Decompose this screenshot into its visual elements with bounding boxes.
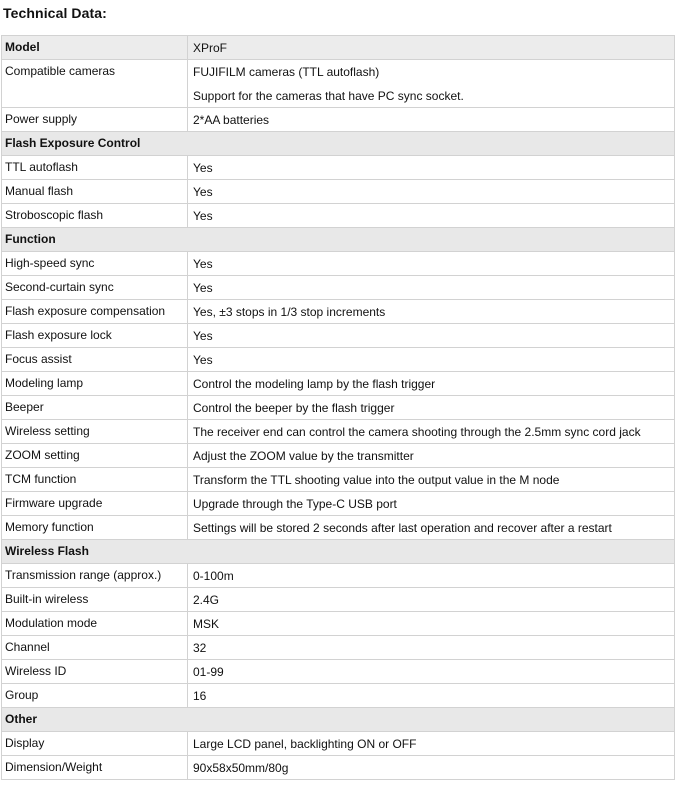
spec-label: Power supply — [2, 108, 188, 132]
spec-value-cell — [188, 276, 675, 300]
spec-value-cell — [188, 60, 675, 108]
spec-row — [2, 612, 675, 636]
spec-row — [2, 420, 675, 444]
spec-label: Transmission range (approx.) — [2, 564, 188, 588]
spec-value: Yes — [193, 281, 213, 295]
spec-row — [2, 636, 675, 660]
spec-row — [2, 252, 675, 276]
spec-value: FUJIFILM cameras (TTL autoflash) — [193, 65, 380, 79]
spec-label: Model — [2, 36, 188, 60]
spec-label: Built-in wireless — [2, 588, 188, 612]
spec-value-cell — [188, 252, 675, 276]
spec-value: Support for the cameras that have PC sync socket. — [193, 89, 464, 103]
spec-value: XProF — [193, 41, 228, 55]
spec-value: Yes — [193, 185, 213, 199]
spec-row — [2, 660, 675, 684]
spec-value-cell — [188, 468, 675, 492]
spec-row — [2, 732, 675, 756]
technical-data-table — [1, 35, 675, 780]
section-header-row — [2, 708, 675, 732]
spec-row — [2, 324, 675, 348]
spec-value-cell — [188, 156, 675, 180]
spec-value-cell — [188, 348, 675, 372]
spec-value: 32 — [193, 641, 207, 655]
spec-value-cell — [188, 636, 675, 660]
page-title: Technical Data: — [3, 5, 107, 21]
spec-value-cell — [188, 660, 675, 684]
spec-value: Transform the TTL shooting value into the output value in the M node — [193, 473, 560, 487]
spec-row — [2, 300, 675, 324]
spec-label: Stroboscopic flash — [2, 204, 188, 228]
spec-label: Dimension/Weight — [2, 756, 188, 780]
spec-value: 0-100m — [193, 569, 234, 583]
spec-row — [2, 492, 675, 516]
spec-value: MSK — [193, 617, 220, 631]
spec-value: Large LCD panel, backlighting ON or OFF — [193, 737, 417, 751]
spec-row — [2, 36, 675, 60]
spec-value: 16 — [193, 689, 207, 703]
spec-row — [2, 684, 675, 708]
spec-value: Yes — [193, 161, 213, 175]
spec-value-cell — [188, 372, 675, 396]
spec-value-cell — [188, 492, 675, 516]
section-header-row — [2, 540, 675, 564]
spec-row — [2, 756, 675, 780]
spec-row — [2, 468, 675, 492]
spec-value: Yes, ±3 stops in 1/3 stop increments — [193, 305, 386, 319]
spec-value: 01-99 — [193, 665, 224, 679]
spec-value-cell — [188, 684, 675, 708]
spec-value-cell — [188, 420, 675, 444]
spec-value: Yes — [193, 209, 213, 223]
spec-label: Channel — [2, 636, 188, 660]
spec-row — [2, 276, 675, 300]
spec-label: High-speed sync — [2, 252, 188, 276]
spec-label: Wireless ID — [2, 660, 188, 684]
spec-row — [2, 348, 675, 372]
spec-value-cell — [188, 204, 675, 228]
spec-value-cell — [188, 300, 675, 324]
section-header: Function — [2, 228, 675, 252]
spec-label: Display — [2, 732, 188, 756]
spec-value: Yes — [193, 257, 213, 271]
spec-row — [2, 516, 675, 540]
spec-value: Adjust the ZOOM value by the transmitter — [193, 449, 414, 463]
spec-value-cell — [188, 732, 675, 756]
spec-label: Focus assist — [2, 348, 188, 372]
spec-row — [2, 156, 675, 180]
spec-label: Modulation mode — [2, 612, 188, 636]
spec-label: Wireless setting — [2, 420, 188, 444]
spec-value-cell — [188, 516, 675, 540]
spec-value-cell — [188, 564, 675, 588]
spec-value-cell — [188, 36, 675, 60]
spec-value-cell — [188, 324, 675, 348]
spec-row — [2, 588, 675, 612]
spec-label: Firmware upgrade — [2, 492, 188, 516]
spec-label: Beeper — [2, 396, 188, 420]
spec-label: Manual flash — [2, 180, 188, 204]
spec-row — [2, 108, 675, 132]
spec-value: Yes — [193, 353, 213, 367]
spec-value: 90x58x50mm/80g — [193, 761, 289, 775]
spec-value: The receiver end can control the camera shooting through the 2.5mm sync cord jack — [193, 425, 641, 439]
spec-row — [2, 204, 675, 228]
spec-value: Settings will be stored 2 seconds after last operation and recover after a restart — [193, 521, 612, 535]
table-body — [2, 36, 675, 780]
section-header: Flash Exposure Control — [2, 132, 675, 156]
spec-label: Flash exposure compensation — [2, 300, 188, 324]
spec-label: Second-curtain sync — [2, 276, 188, 300]
spec-row — [2, 564, 675, 588]
spec-label: Modeling lamp — [2, 372, 188, 396]
spec-value-cell — [188, 180, 675, 204]
spec-label: Memory function — [2, 516, 188, 540]
spec-label: TCM function — [2, 468, 188, 492]
spec-label: Flash exposure lock — [2, 324, 188, 348]
spec-label: Group — [2, 684, 188, 708]
spec-value-cell — [188, 612, 675, 636]
section-header: Other — [2, 708, 675, 732]
spec-value-cell — [188, 588, 675, 612]
spec-value: Control the beeper by the flash trigger — [193, 401, 395, 415]
spec-value: 2.4G — [193, 593, 220, 607]
spec-value: Control the modeling lamp by the flash trigger — [193, 377, 436, 391]
spec-label: Compatible cameras — [2, 60, 188, 108]
section-header: Wireless Flash — [2, 540, 675, 564]
spec-row — [2, 396, 675, 420]
spec-label: ZOOM setting — [2, 444, 188, 468]
spec-row — [2, 444, 675, 468]
spec-value-cell — [188, 396, 675, 420]
spec-value-cell — [188, 756, 675, 780]
spec-row — [2, 372, 675, 396]
spec-value: Yes — [193, 329, 213, 343]
section-header-row — [2, 132, 675, 156]
spec-value: Upgrade through the Type-C USB port — [193, 497, 397, 511]
spec-value-cell — [188, 108, 675, 132]
spec-label: TTL autoflash — [2, 156, 188, 180]
spec-value: 2*AA batteries — [193, 113, 270, 127]
section-header-row — [2, 228, 675, 252]
spec-value-cell — [188, 444, 675, 468]
spec-row — [2, 180, 675, 204]
spec-row — [2, 60, 675, 108]
